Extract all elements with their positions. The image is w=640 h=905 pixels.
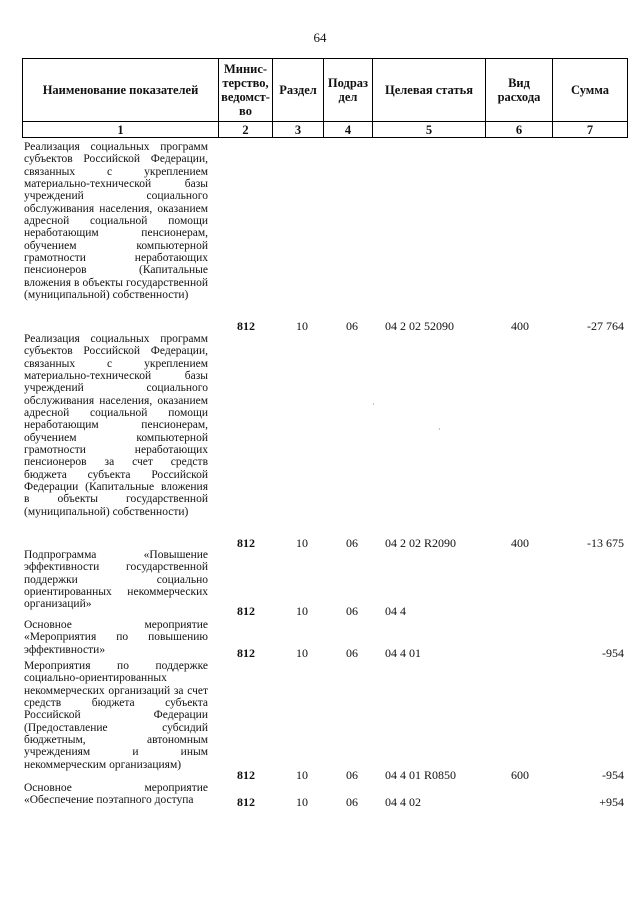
column-number: 5: [372, 121, 486, 138]
expense-type-code: 400: [511, 319, 529, 333]
row-indicator-name: Реализация социальных программ субъектов Российской Федерации, связанных с укреплением материально-технической базы учреждений социального обслуживания населения, оказанием адресной социальной помощи неработающим пенсионерам, обучением компьютерной грамотности неработающих пенсионеров (Капитальные вложения в объекты государственной (муниципальной) собственности): [24, 141, 208, 302]
column-number: 1: [22, 121, 219, 138]
target-article-code: 04 4: [385, 604, 406, 618]
row-indicator-name: Основное мероприятие «Обеспечение поэтапного доступа: [24, 782, 208, 807]
column-number: 6: [485, 121, 553, 138]
subsection-code: 06: [346, 795, 358, 809]
ministry-code: 812: [237, 646, 255, 660]
subsection-code: 06: [346, 536, 358, 550]
row-indicator-name: Реализация социальных программ субъектов Российской Федерации, связанных с укреплением материально-технической базы учреждений социального обслуживания населения, оказанием адресной социальной помощи неработающим пенсионерам, обучением компьютерной грамотности неработающих пенсионеров за счет средств бюджета субъекта Российской Федерации (Капитальные вложения в объекты государственной (муниципальной) собственности): [24, 333, 208, 518]
ministry-code: 812: [237, 319, 255, 333]
header-subsection: Подраз дел: [323, 58, 373, 121]
section-code: 10: [296, 646, 308, 660]
header-ministry: Минис-терство, ведомст-во: [218, 58, 273, 121]
table-row: [0, 646, 640, 660]
target-article-code: 04 2 02 52090: [385, 319, 454, 333]
ministry-code: 812: [237, 604, 255, 618]
target-article-code: 04 4 01 R0850: [385, 768, 457, 782]
sum-value: -954: [602, 646, 624, 660]
target-article-code: 04 4 02: [385, 795, 421, 809]
target-article-code: 04 4 01: [385, 646, 421, 660]
expense-type-code: 600: [511, 768, 529, 782]
section-code: 10: [296, 795, 308, 809]
row-indicator-name: Мероприятия по поддержке социально-ориентированных некоммерческих организаций за счет средств бюджета субъекта Российской Федерации (Предоставление субсидий бюджетным, автономным учреждениям и иным некоммерческим организациям): [24, 660, 208, 771]
column-number: 3: [272, 121, 324, 138]
section-code: 10: [296, 536, 308, 550]
page-number: 64: [313, 30, 327, 45]
subsection-code: 06: [346, 646, 358, 660]
section-code: 10: [296, 768, 308, 782]
ministry-code: 812: [237, 768, 255, 782]
subsection-code: 06: [346, 768, 358, 782]
column-number: 7: [552, 121, 628, 138]
ministry-code: 812: [237, 536, 255, 550]
header-sum: Сумма: [552, 58, 628, 121]
section-code: 10: [296, 319, 308, 333]
table-row: [0, 768, 640, 782]
ministry-code: 812: [237, 795, 255, 809]
header-indicator-name: Наименование показателей: [22, 58, 219, 121]
table-header: [22, 58, 628, 121]
row-indicator-name: Подпрограмма «Повышение эффективности государственной поддержки социально ориентированных некоммерческих организаций»: [24, 549, 208, 611]
row-indicator-name: Основное мероприятие «Мероприятия по повышению эффективности»: [24, 619, 208, 656]
subsection-code: 06: [346, 319, 358, 333]
table-row: [0, 795, 640, 809]
sum-value: -954: [602, 768, 624, 782]
sum-value: -13 675: [587, 536, 624, 550]
header-section: Раздел: [272, 58, 324, 121]
subsection-code: 06: [346, 604, 358, 618]
target-article-code: 04 2 02 R2090: [385, 536, 457, 550]
header-target-article: Целевая статья: [372, 58, 486, 121]
sum-value: +954: [599, 795, 624, 809]
scan-speck: ·: [438, 425, 441, 434]
expense-type-code: 400: [511, 536, 529, 550]
column-number: 2: [218, 121, 273, 138]
header-expense-type: Вид расхода: [485, 58, 553, 121]
table-row: [0, 319, 640, 333]
table-row: [0, 536, 640, 550]
section-code: 10: [296, 604, 308, 618]
column-number: 4: [323, 121, 373, 138]
column-number-row: [22, 121, 628, 138]
sum-value: -27 764: [587, 319, 624, 333]
scan-speck: ·: [372, 400, 375, 409]
table-row: [0, 604, 640, 618]
